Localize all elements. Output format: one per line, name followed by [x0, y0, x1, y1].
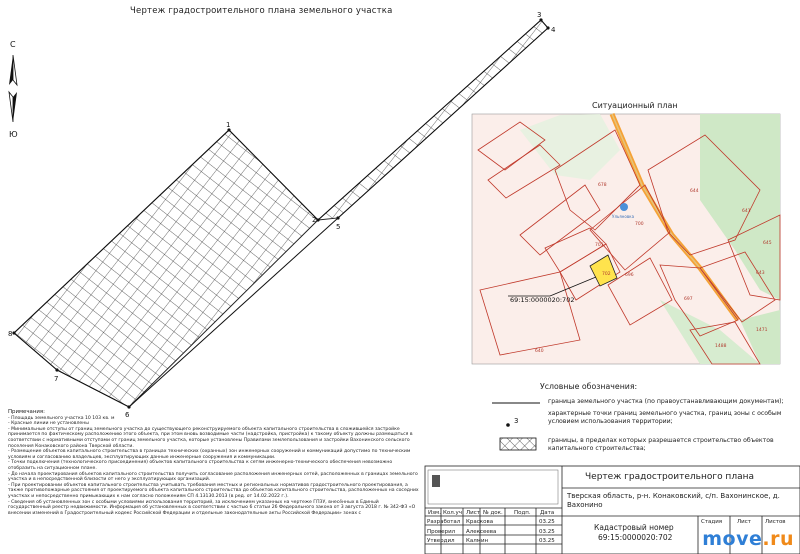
stamp-sheets-col: Листов [765, 519, 786, 525]
stamp-name: Алексеева [466, 529, 497, 535]
situation-title: Ситуационный план [592, 101, 678, 110]
svg-text:701: 701 [595, 243, 604, 248]
legend-item-point: характерные точки границ земельного участка, границ зоны с особым условием использования территории; [548, 410, 782, 425]
note-line: - До начала проектирования объектов капитального строительства получить согласование расположения инженерных сетей, расположенных в границах земельного участка и в непосредственной близости от него у эксплуатирующих организаций. [8, 471, 418, 483]
note-line: - При проектировании объектов капитального строительства учитывать требования местных и региональных нормативов градостроительного проектирования, а также противопожарные расстояния от проектируемого объекта капитального строительства до объектов капитального строительства, расположенных на соседних участках и непосредственно примыкающих к нам согласно положениям СП 4.13130.2013 (в ред. от 14.02.2022 г.). [8, 482, 419, 499]
svg-text:702: 702 [602, 272, 611, 277]
svg-text:640: 640 [535, 349, 544, 354]
compass-south: Ю [9, 130, 18, 139]
svg-text:645: 645 [763, 241, 772, 246]
legend-point-label: 3 [514, 417, 519, 425]
main-title: Чертеж градостроительного плана земельного участка [130, 6, 393, 16]
point-label-4: 4 [551, 26, 556, 34]
stamp-header-cell: Дата [540, 510, 555, 516]
watermark-main: move [702, 528, 763, 550]
legend-point-symbol [506, 423, 510, 427]
svg-text:700: 700 [635, 222, 644, 227]
note-line: - Точки подключения (технологического присоединения) объектов капитального строительства к сетям инженерно-технического обеспечения невозможно отобразить на ситуационном плане. [8, 460, 393, 471]
point-label-8: 8 [8, 330, 13, 338]
legend-item-hatch: границы, в пределах которых разрешается строительство объектов капитального строительства; [548, 437, 774, 452]
svg-text:643: 643 [756, 271, 765, 276]
situation-map [472, 114, 780, 364]
stamp-header-cell: Лист [466, 510, 480, 516]
note-line: - Сведения об установленных зон с особыми условиями использования территорий, за исключением указанных на чертеже ГПЗУ, внесённых в Единый государственный реестр недвижимости. Информация об установленных в соответствии с частью 6 статьи 26 Федерального закона от 3 августа 2018 г. № 342-ФЗ «О внесении изменений в Градостроительный кодекс Российской Федерации и отдельные законодательные акты Российской Федерации» зонах с [8, 499, 416, 516]
svg-text:696: 696 [625, 273, 634, 278]
watermark-tld: .ru [762, 528, 794, 550]
legend-hatch-symbol [500, 438, 536, 450]
notes-title: Примечания: [8, 409, 45, 415]
legend-item-line: граница земельного участка (по правоустанавливающим документам); [548, 398, 784, 405]
watermark-logo [702, 528, 794, 550]
stamp-name: Краскова [466, 519, 494, 525]
map-poi-icon [620, 203, 628, 211]
situation-plot-label: 69:15:0000020:702 [510, 296, 575, 304]
note-line: - Минимальные отступы от границ земельного участка до существующего реконструируемого объекта капитального строительства в сложившейся застройке принимается по фактическому расположению этого объекта, при этом вновь возводимые части (надстройка, пристройка) к такому объекту должны размещаться в соответствии с нормативными отступами от границ земельного участка, которые установлены Правилами землепользования и застройки Вахонинского сельского поселения Конаковского района Тверской области. [8, 426, 413, 449]
note-line: - Размещение объектов капитального строительства в границах технических (охранных) зон инженерных сооружений и коммуникаций допустимо по техническим условиям и согласованию владельцев, эксплуатирующих данные инженерные сооружения и коммуникации. [8, 449, 411, 460]
stamp-date: 03.25 [539, 529, 555, 535]
point-label-2: 2 [312, 216, 317, 224]
stamp-header-cell: Подп. [514, 510, 531, 516]
point-label-7: 7 [54, 375, 59, 383]
stamp-role: Утвердил [427, 538, 455, 544]
stamp-stage-col: Стадия [701, 519, 723, 525]
stamp-cadastral-number: 69:15:0000020:702 [598, 533, 673, 542]
notes-block [8, 410, 420, 516]
svg-text:641: 641 [742, 209, 751, 214]
note-line: - Площадь земельного участка 10 103 кв. м [8, 415, 115, 421]
point-label-5: 5 [336, 223, 341, 231]
plot-hatch [14, 130, 318, 407]
svg-text:644: 644 [690, 189, 699, 194]
point-label-1: 1 [226, 121, 231, 129]
svg-text:697: 697 [684, 297, 693, 302]
point-label-6: 6 [125, 411, 130, 419]
stamp-role: Проверил [427, 529, 456, 535]
svg-text:1488: 1488 [715, 344, 727, 349]
north-arrow-icon [9, 40, 18, 139]
stamp-doc-title: Чертеж градостроительного плана [585, 472, 754, 482]
stamp-cadastral-label: Кадастровый номер [594, 523, 674, 532]
org-logo-icon [432, 475, 440, 487]
svg-text:678: 678 [598, 183, 607, 188]
stamp-header-cell: Изм. [428, 510, 441, 516]
stamp-address: Тверская область, р-н. Конаковский, с/п. Вахонинское, д. Вахонино [567, 492, 780, 509]
legend-title: Условные обозначения: [540, 382, 638, 391]
stamp-sheet-col: Лист [737, 519, 751, 525]
compass-north: С [10, 40, 16, 49]
point-label-3: 3 [537, 11, 542, 19]
stamp-role: Разработал [427, 519, 461, 525]
stamp-date: 03.25 [539, 538, 555, 544]
stamp-header-cell: Кол.уч [443, 510, 463, 516]
stamp-header-cell: № док. [483, 510, 503, 516]
stamp-date: 03.25 [539, 519, 555, 525]
stamp-name: Калмин [466, 538, 489, 544]
note-line: - Красные линии не установлены [8, 421, 89, 427]
map-poi-label: Ульяновка [612, 214, 635, 219]
svg-text:1471: 1471 [756, 328, 768, 333]
